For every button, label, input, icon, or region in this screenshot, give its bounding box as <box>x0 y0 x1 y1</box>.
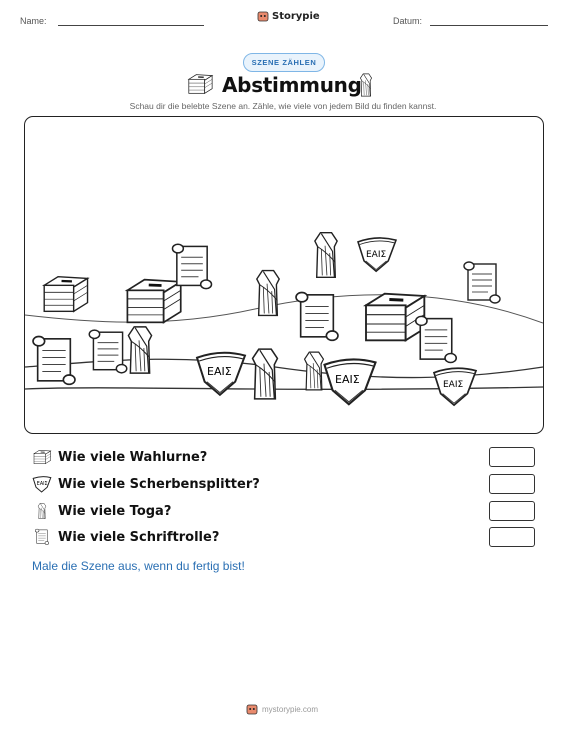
question-row <box>32 528 219 546</box>
answer-box[interactable] <box>489 447 535 467</box>
page-title: Abstimmung <box>222 73 362 97</box>
question-text: Wie viele Scherbensplitter? <box>58 476 260 492</box>
date-label: Datum: <box>393 16 423 26</box>
scroll-icon <box>32 528 52 546</box>
category-badge: SZENE ZÄHLEN <box>243 53 325 72</box>
ostracon-shard <box>324 359 375 404</box>
question-row <box>32 448 207 466</box>
svg-text:EAIΣ: EAIΣ <box>366 250 387 260</box>
name-field[interactable] <box>58 25 204 26</box>
svg-text:EAIΣ: EAIΣ <box>36 481 48 487</box>
question-text: Wie viele Schriftrolle? <box>58 529 220 545</box>
toga-icon <box>32 502 52 520</box>
scroll <box>464 262 500 303</box>
ballot-box-icon <box>186 72 214 96</box>
answer-box[interactable] <box>489 474 535 494</box>
toga-icon <box>357 72 375 98</box>
toga <box>128 327 151 373</box>
scroll <box>89 330 127 373</box>
question-text: Wie viele Wahlurne? <box>58 449 208 465</box>
scroll <box>33 337 75 385</box>
ostracon-shard-icon <box>32 475 52 493</box>
storypie-mascot-icon <box>246 703 258 715</box>
ostracon-shard <box>434 368 476 405</box>
ballot-box <box>366 294 424 341</box>
svg-text:EAIΣ: EAIΣ <box>207 365 232 378</box>
toga <box>305 352 324 390</box>
ostracon-shard <box>358 238 396 271</box>
page-subtitle: Schau dir die belebte Szene an. Zähle, wie viele von jedem Bild du finden kannst. <box>129 101 437 111</box>
ballot-box <box>127 280 180 323</box>
coloring-instruction: Male die Szene aus, wenn du fertig bist! <box>32 559 245 573</box>
toga <box>253 349 278 399</box>
logo-text: Storypie <box>272 10 320 22</box>
answer-box[interactable] <box>489 527 535 547</box>
scroll <box>173 244 212 288</box>
storypie-mascot-icon <box>257 10 269 22</box>
toga <box>315 233 337 278</box>
scroll <box>416 316 457 362</box>
scene-illustration <box>25 117 543 433</box>
name-label: Name: <box>20 16 47 26</box>
scroll <box>296 293 338 341</box>
question-row <box>32 502 171 520</box>
ballot-box-icon <box>32 448 52 466</box>
svg-text:EAIΣ: EAIΣ <box>443 380 464 390</box>
question-text: Wie viele Toga? <box>58 503 172 519</box>
footer <box>246 703 318 715</box>
svg-text:EAIΣ: EAIΣ <box>335 373 360 386</box>
storypie-logo <box>257 10 320 22</box>
ballot-box <box>44 277 87 312</box>
footer-url[interactable]: mystorypie.com <box>262 704 319 714</box>
date-field[interactable] <box>430 25 548 26</box>
answer-box[interactable] <box>489 501 535 521</box>
counting-scene <box>24 116 544 434</box>
question-row <box>32 475 260 493</box>
toga <box>257 271 279 316</box>
